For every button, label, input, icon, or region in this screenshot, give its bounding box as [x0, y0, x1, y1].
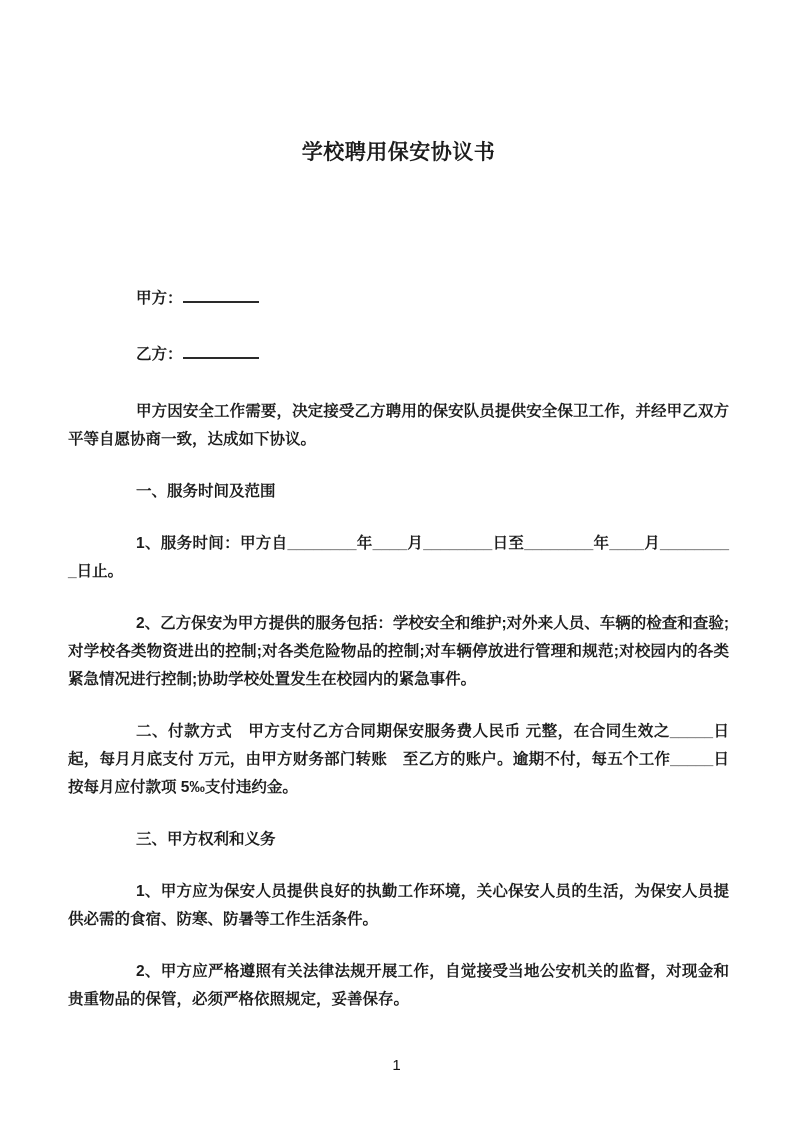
section-1-heading: 一、服务时间及范围 [136, 483, 276, 500]
party-a-blank [183, 284, 259, 303]
section-1-clause-2: 2、乙方保安为甲方提供的服务包括：学校安全和维护;对外来人员、车辆的检查和查验;对学校各类物资进出的控制;对各类危险物品的控制;对车辆停放进行管理和规范;对校园内的各类紧急情况进行控制;协助学校处置发生在校园内的紧急事件。 [68, 615, 729, 688]
section-2-payment-paragraph: 二、付款方式 甲方支付乙方合同期保安服务费人民币 元整，在合同生效之_____日起，每月月底支付 万元，由甲方财务部门转账 至乙方的账户。逾期不付，每五个工作_____日按每月应付款项 5‰支付违约金。 [68, 723, 729, 796]
document-title: 学校聘用保安协议书 [301, 141, 496, 164]
intro-paragraph: 甲方因安全工作需要，决定接受乙方聘用的保安队员提供安全保卫工作，并经甲乙双方平等自愿协商一致，达成如下协议。 [68, 403, 729, 448]
section-3-clause-2: 2、甲方应严格遵照有关法律法规开展工作，自觉接受当地公安机关的监督，对现金和贵重物品的保管，必须严格依照规定，妥善保存。 [68, 963, 729, 1008]
party-b-blank [183, 340, 259, 359]
party-b-line [68, 340, 729, 369]
party-a-label: 甲方： [136, 290, 183, 307]
section-3-heading: 三、甲方权利和义务 [136, 831, 276, 848]
section-3-clause-1: 1、甲方应为保安人员提供良好的执勤工作环境，关心保安人员的生活，为保安人员提供必需的食宿、防寒、防暑等工作生活条件。 [68, 883, 729, 928]
section-1-clause-1: 1、服务时间：甲方自________年____月________日至________年____月_________日止。 [68, 535, 729, 580]
page-number: 1 [392, 1057, 401, 1074]
party-b-label: 乙方： [136, 346, 183, 363]
party-a-line [68, 284, 729, 313]
